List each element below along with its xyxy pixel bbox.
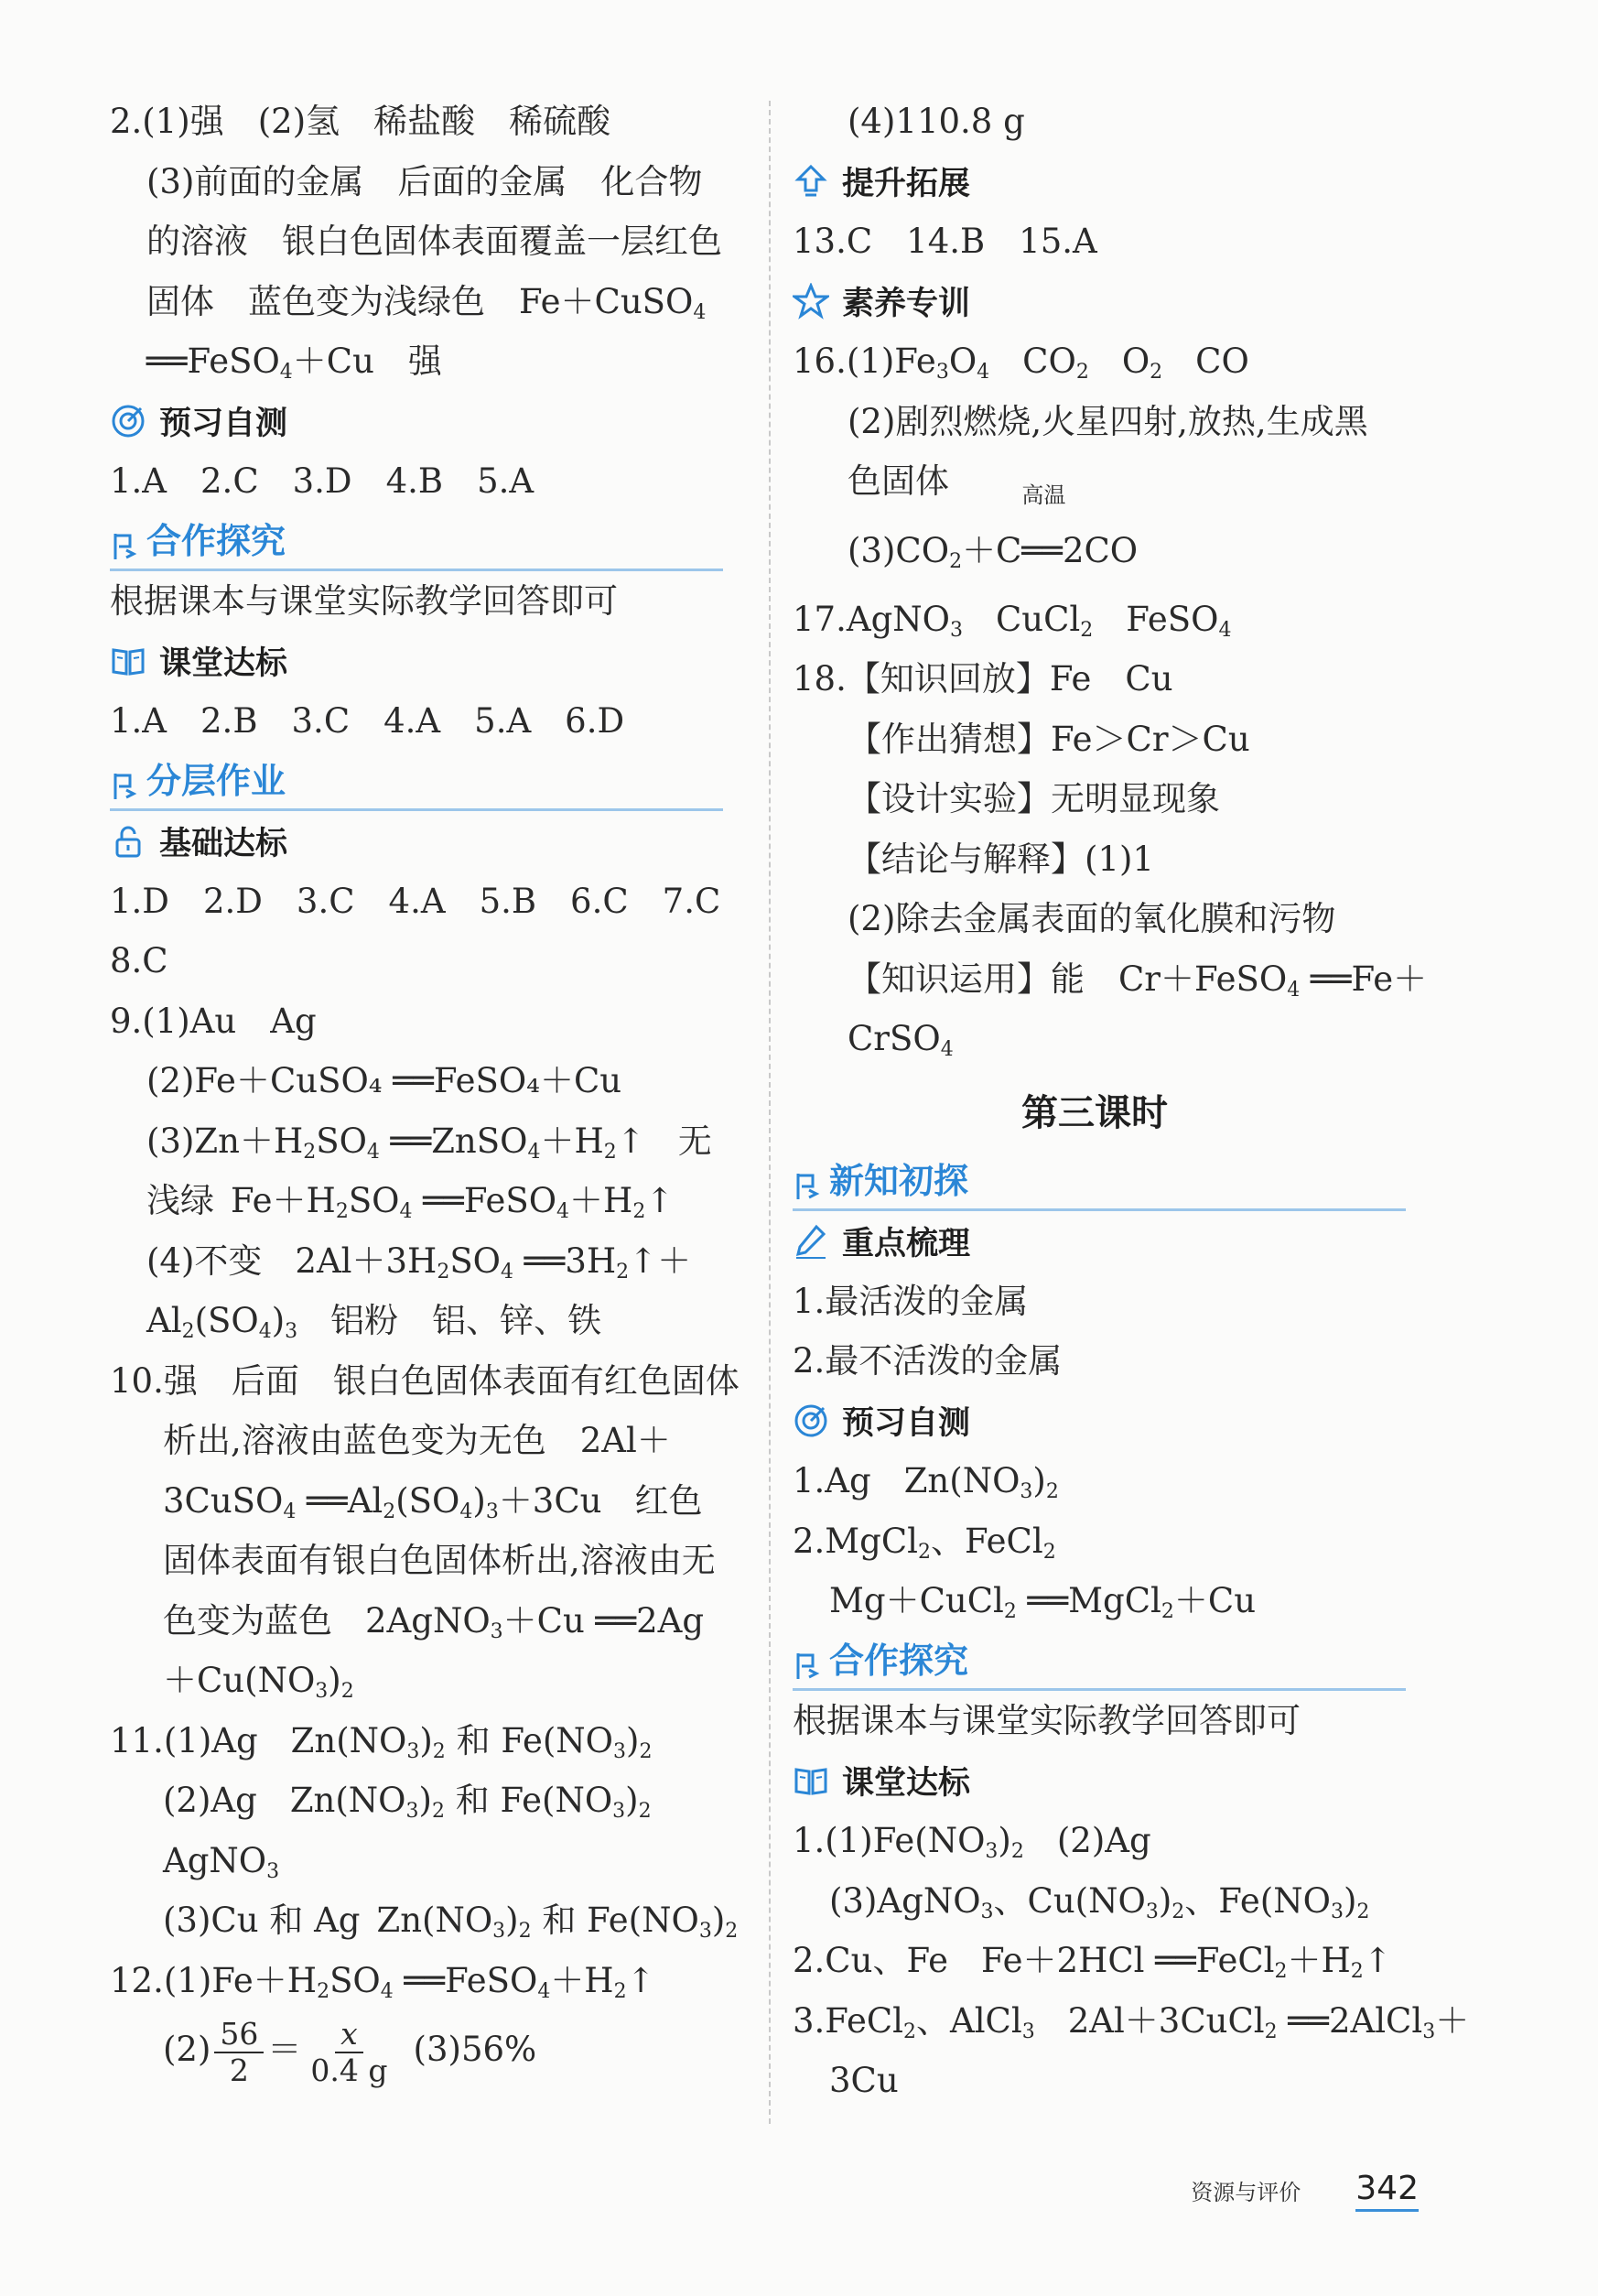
right-column xyxy=(793,92,1470,2111)
answer-line: 的溶液 银白色固体表面覆盖一层红色 xyxy=(146,222,722,261)
section-title: 合作探究 xyxy=(146,521,286,561)
answer-line: 13.C 14.B 15.A xyxy=(793,222,1097,261)
answer-line: (2)Ag $Zn(NO_3)_2$ 和 $Fe(NO_3)_2$ xyxy=(163,1781,652,1823)
section-title: 提升拓展 xyxy=(842,166,971,203)
answer-line: (4)不变 $2Al+3H_2SO_4$ $══3H_2↑+$ xyxy=(146,1240,692,1283)
answer-line: $1.(1)Fe(NO_3)_2$ (2)Ag xyxy=(793,1821,1151,1863)
answer-line: $+Cu(NO_3)_2$ xyxy=(163,1661,354,1703)
answer-line: 1.D 2.D 3.C 4.A 5.B 6.C 7.C xyxy=(110,881,721,921)
section-title: 分层作业 xyxy=(146,761,286,801)
answer-line: 【知识运用】能 Cr＋FeSO$_4$ ══Fe＋ xyxy=(848,958,1428,1002)
answer-line: (3)前面的金属 后面的金属 化合物 xyxy=(146,161,703,201)
column-divider xyxy=(769,101,771,2124)
section-title: 重点梳理 xyxy=(842,1225,971,1262)
answer-line: 1.Ag $Zn(NO_3)_2$ xyxy=(793,1461,1059,1503)
pen-icon xyxy=(793,1223,829,1260)
footer-label: 资源与评价 xyxy=(1191,2180,1301,2205)
flag-icon xyxy=(793,1170,822,1203)
answer-line: AgNO$_3$ xyxy=(163,1840,280,1883)
target-icon xyxy=(793,1403,829,1439)
section-new xyxy=(793,1152,1406,1212)
flag-icon xyxy=(793,1650,822,1683)
answer-line: (2)除去金属表面的氧化膜和污物 xyxy=(848,899,1336,938)
book-icon xyxy=(793,1762,829,1799)
arrow-up-icon xyxy=(793,163,829,200)
section-layer xyxy=(110,752,723,812)
answer-line: 固体表面有银白色固体析出,溶液由无 xyxy=(163,1541,716,1580)
section-title: 基础达标 xyxy=(159,825,288,862)
answer-line: 析出,溶液由蓝色变为无色 2Al＋ xyxy=(163,1421,671,1460)
answer-line: 2.最不活泼的金属 xyxy=(793,1341,1063,1381)
lesson-title: 第三课时 xyxy=(1021,1092,1168,1134)
answer-line: 1.最活泼的金属 xyxy=(793,1281,1029,1321)
answer-line: Mg＋CuCl$_2$ ══MgCl$_2$＋Cu xyxy=(829,1581,1257,1623)
answer-line: 根据课本与课堂实际教学回答即可 xyxy=(793,1701,1301,1740)
answer-line: 浅绿 $Fe+H_2SO_4$ $══FeSO_4+H_2↑$ xyxy=(146,1181,675,1223)
fraction: $\frac{x}{0.4 g}$ xyxy=(310,2015,388,2088)
left-column xyxy=(110,92,750,2088)
section-preview xyxy=(793,1392,1442,1452)
target-icon xyxy=(110,403,146,439)
answer-line: $Al_2(SO_4)_3$ 铝粉 铝、锌、铁 xyxy=(146,1301,602,1343)
answer-line: 1.A 2.B 3.C 4.A 5.A 6.D xyxy=(110,701,625,741)
section-title: 预习自测 xyxy=(159,406,288,443)
answer-line: 9.(1)Au Ag xyxy=(110,1001,317,1041)
section-skill xyxy=(793,272,1442,332)
answer-line: $(3)CO_2+C$ 高温 ══2CO xyxy=(793,512,1442,590)
answer-line: 2.Cu、Fe Fe＋2HCl $══FeCl_2+H_2↑$ xyxy=(793,1941,1392,1983)
page-number: 342 xyxy=(1355,2170,1419,2212)
page-footer xyxy=(1191,2170,1419,2212)
flag-icon xyxy=(110,770,139,803)
section-title: 课堂达标 xyxy=(842,1765,971,1803)
answer-line: 根据课本与课堂实际教学回答即可 xyxy=(110,581,618,621)
answer-line: (2) $\frac{56}{2}$ ＝ $\frac{x}{0.4 g}$ (3)56% xyxy=(163,2015,537,2088)
answer-line: 10.强 后面 银白色固体表面有红色固体 xyxy=(110,1360,740,1401)
book-icon xyxy=(110,643,146,679)
answer-line: 11.(1)Ag $Zn(NO_3)_2$ 和 $Fe(NO_3)_2$ xyxy=(110,1720,653,1763)
answer-line: $(3)Zn+H_2SO_4$ $══ZnSO_4+H_2↑$ 无 xyxy=(146,1121,712,1164)
section-preview xyxy=(110,392,750,452)
answer-line: 3.FeCl$_2$、AlCl$_3$ 2Al＋3CuCl$_2$ ══2AlCl$_3$＋ xyxy=(793,2000,1470,2043)
lock-icon xyxy=(110,823,146,860)
answer-line: 【设计实验】无明显现象 xyxy=(848,779,1220,818)
answer-line: (2)剧烈燃烧,火星四射,放热,生成黑 xyxy=(848,401,1368,441)
section-class xyxy=(110,632,750,692)
answer-line: CrSO$_4$ xyxy=(848,1019,954,1061)
section-extend xyxy=(793,152,1442,212)
answer-line: 色固体 xyxy=(848,461,949,501)
section-key xyxy=(793,1211,1442,1272)
section-title: 课堂达标 xyxy=(159,645,288,683)
section-coop xyxy=(110,512,723,572)
answer-line: 3Cu xyxy=(829,2061,899,2100)
answer-line: 18.【知识回放】Fe Cu xyxy=(793,659,1173,699)
answer-line: 3CuSO$_4$ $══Al_2(SO_4)_3+3Cu$ 红色 xyxy=(163,1480,703,1523)
answer-line: 17.AgNO$_3$ CuCl$_2$ FeSO$_4$ xyxy=(793,599,1232,642)
answer-line: 固体 蓝色变为浅绿色 Fe＋CuSO$_4$ xyxy=(146,281,707,324)
flag-icon xyxy=(110,530,139,563)
section-class xyxy=(793,1751,1442,1812)
answer-line: 色变为蓝色 2AgNO$_3$＋Cu ══2Ag xyxy=(163,1600,705,1643)
answer-line: $16.(1)Fe_3O_4$ $CO_2$ $O_2$ CO xyxy=(793,341,1249,384)
section-coop xyxy=(793,1631,1406,1692)
answer-line: 【结论与解释】(1)1 xyxy=(848,839,1154,879)
star-icon xyxy=(793,283,829,319)
section-title: 素养专训 xyxy=(842,286,971,323)
answer-line: ══FeSO$_4$＋Cu 强 xyxy=(146,341,442,384)
section-title: 预习自测 xyxy=(842,1405,971,1443)
answer-line: 8.C xyxy=(110,941,168,980)
section-title: 合作探究 xyxy=(829,1641,969,1681)
answer-line: $12.(1)Fe+H_2SO_4$ $══FeSO_4+H_2↑$ xyxy=(110,1960,655,2003)
section-basic xyxy=(110,811,750,872)
fraction: $\frac{56}{2}$ xyxy=(214,2017,264,2088)
reaction-condition: 高温 ══ xyxy=(1021,482,1066,570)
section-title: 新知初探 xyxy=(829,1161,969,1201)
answer-line: 1.A 2.C 3.D 4.B 5.A xyxy=(110,461,534,501)
answer-line: (3)Cu 和 Ag $Zn(NO_3)_2$ 和 $Fe(NO_3)_2$ xyxy=(163,1901,739,1943)
answer-line: (2)Fe＋CuSO₄ ══FeSO₄＋Cu xyxy=(146,1061,622,1100)
answer-line: (4)110.8 g xyxy=(848,102,1025,141)
answer-line: (3)AgNO$_3$、$Cu(NO_3)_2$、$Fe(NO_3)_2$ xyxy=(829,1880,1370,1923)
answer-line: 【作出猜想】Fe＞Cr＞Cu xyxy=(848,719,1250,759)
answer-line: 2.(1)强 (2)氢 稀盐酸 稀硫酸 xyxy=(110,102,611,141)
answer-line: 2.MgCl$_2$、FeCl$_2$ xyxy=(793,1521,1056,1564)
